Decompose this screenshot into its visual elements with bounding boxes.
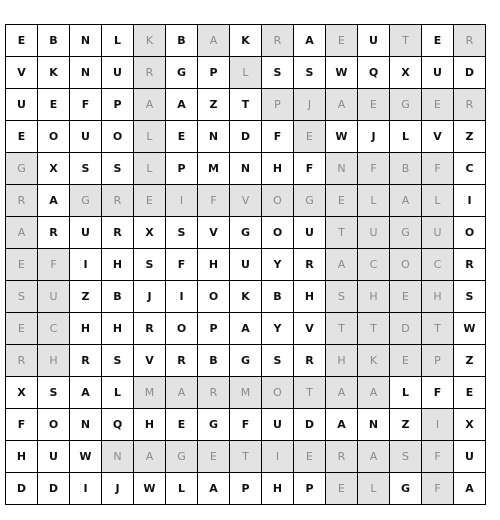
grid-cell[interactable]: H (294, 281, 326, 313)
grid-cell[interactable]: Z (454, 121, 486, 153)
grid-cell[interactable]: N (326, 153, 358, 185)
grid-cell[interactable]: A (166, 89, 198, 121)
grid-cell[interactable]: P (198, 313, 230, 345)
grid-cell[interactable]: T (358, 313, 390, 345)
grid-cell[interactable]: C (38, 313, 70, 345)
grid-cell[interactable]: S (102, 345, 134, 377)
grid-cell[interactable]: A (326, 249, 358, 281)
grid-cell[interactable]: X (6, 377, 38, 409)
grid-cell[interactable]: N (70, 409, 102, 441)
grid-cell[interactable]: B (198, 345, 230, 377)
grid-cell[interactable]: P (230, 473, 262, 505)
grid-cell[interactable]: E (6, 25, 38, 57)
grid-cell[interactable]: P (422, 345, 454, 377)
grid-cell[interactable]: F (422, 153, 454, 185)
grid-cell[interactable]: G (166, 441, 198, 473)
grid-cell[interactable]: O (102, 121, 134, 153)
grid-cell[interactable]: G (198, 409, 230, 441)
grid-cell[interactable]: U (70, 121, 102, 153)
grid-cell[interactable]: H (102, 313, 134, 345)
grid-cell[interactable]: F (230, 409, 262, 441)
grid-cell[interactable]: D (230, 121, 262, 153)
grid-cell[interactable]: S (6, 281, 38, 313)
grid-cell[interactable]: G (70, 185, 102, 217)
grid-cell[interactable]: S (134, 249, 166, 281)
grid-cell[interactable]: B (102, 281, 134, 313)
grid-cell[interactable]: H (326, 345, 358, 377)
grid-cell[interactable]: O (262, 185, 294, 217)
grid-cell[interactable]: U (422, 217, 454, 249)
grid-cell[interactable]: A (198, 25, 230, 57)
grid-cell[interactable]: Z (198, 89, 230, 121)
grid-cell[interactable]: K (358, 345, 390, 377)
grid-cell[interactable]: G (230, 217, 262, 249)
grid-cell[interactable]: H (6, 441, 38, 473)
grid-cell[interactable]: F (198, 185, 230, 217)
word-search-grid (5, 24, 486, 505)
grid-cell[interactable]: M (198, 153, 230, 185)
grid-cell[interactable]: A (70, 377, 102, 409)
grid-cell[interactable]: W (326, 57, 358, 89)
grid-cell[interactable]: A (166, 377, 198, 409)
grid-cell[interactable]: A (326, 377, 358, 409)
grid-cell[interactable]: Q (102, 409, 134, 441)
grid-cell[interactable]: A (326, 89, 358, 121)
grid-cell[interactable]: D (390, 313, 422, 345)
grid-cell[interactable]: H (198, 249, 230, 281)
grid-cell[interactable]: U (454, 441, 486, 473)
grid-cell[interactable]: E (454, 377, 486, 409)
grid-cell[interactable]: F (6, 409, 38, 441)
grid-cell[interactable]: S (454, 281, 486, 313)
grid-cell[interactable]: H (358, 281, 390, 313)
grid-cell[interactable]: F (262, 121, 294, 153)
grid-cell[interactable]: V (134, 345, 166, 377)
grid-cell[interactable]: R (294, 249, 326, 281)
grid-cell[interactable]: G (390, 217, 422, 249)
grid-cell[interactable]: S (262, 345, 294, 377)
grid-cell[interactable]: F (422, 441, 454, 473)
grid-cell[interactable]: K (230, 25, 262, 57)
grid-cell[interactable]: H (422, 281, 454, 313)
grid-cell[interactable]: J (358, 121, 390, 153)
grid-cell[interactable]: H (38, 345, 70, 377)
grid-cell[interactable]: T (422, 313, 454, 345)
grid-cell[interactable]: S (102, 153, 134, 185)
grid-cell[interactable]: E (326, 185, 358, 217)
grid-cell[interactable]: L (230, 57, 262, 89)
grid-cell[interactable]: B (390, 153, 422, 185)
grid-cell[interactable]: F (38, 249, 70, 281)
grid-cell[interactable]: H (102, 249, 134, 281)
grid-cell[interactable]: R (70, 345, 102, 377)
grid-cell[interactable]: F (294, 153, 326, 185)
grid-cell[interactable]: O (198, 281, 230, 313)
grid-cell[interactable]: R (454, 249, 486, 281)
grid-cell[interactable]: R (6, 185, 38, 217)
grid-cell[interactable]: E (134, 185, 166, 217)
grid-cell[interactable]: X (454, 409, 486, 441)
grid-cell[interactable]: D (38, 473, 70, 505)
grid-cell[interactable]: A (134, 441, 166, 473)
grid-cell[interactable]: I (70, 473, 102, 505)
grid-cell[interactable]: F (422, 473, 454, 505)
grid-cell[interactable]: S (326, 281, 358, 313)
grid-cell[interactable]: E (390, 281, 422, 313)
grid-cell[interactable]: O (454, 217, 486, 249)
grid-cell[interactable]: R (134, 313, 166, 345)
grid-cell[interactable]: H (262, 473, 294, 505)
grid-cell[interactable]: E (358, 89, 390, 121)
grid-cell[interactable]: F (70, 89, 102, 121)
grid-cell[interactable]: S (262, 57, 294, 89)
grid-cell[interactable]: Z (454, 345, 486, 377)
grid-cell[interactable]: M (230, 377, 262, 409)
grid-cell[interactable]: O (38, 121, 70, 153)
grid-cell[interactable]: E (422, 25, 454, 57)
grid-cell[interactable]: L (358, 473, 390, 505)
grid-cell[interactable]: P (294, 473, 326, 505)
grid-cell[interactable]: E (422, 89, 454, 121)
grid-cell[interactable]: O (262, 377, 294, 409)
grid-cell[interactable]: E (6, 121, 38, 153)
grid-cell[interactable]: I (166, 281, 198, 313)
grid-cell[interactable]: E (326, 473, 358, 505)
grid-cell[interactable]: R (102, 185, 134, 217)
grid-cell[interactable]: E (6, 249, 38, 281)
grid-cell[interactable]: A (134, 89, 166, 121)
grid-cell[interactable]: V (230, 185, 262, 217)
grid-cell[interactable]: E (198, 441, 230, 473)
grid-cell[interactable]: K (134, 25, 166, 57)
grid-cell[interactable]: U (38, 281, 70, 313)
grid-cell[interactable]: P (102, 89, 134, 121)
grid-cell[interactable]: H (70, 313, 102, 345)
grid-cell[interactable]: P (262, 89, 294, 121)
grid-cell[interactable]: N (102, 441, 134, 473)
grid-cell[interactable]: R (38, 217, 70, 249)
grid-cell[interactable]: D (6, 473, 38, 505)
grid-cell[interactable]: Z (70, 281, 102, 313)
grid-cell[interactable]: A (326, 409, 358, 441)
grid-cell[interactable]: V (422, 121, 454, 153)
grid-cell[interactable]: O (38, 409, 70, 441)
grid-cell[interactable]: P (166, 153, 198, 185)
grid-cell[interactable]: S (70, 153, 102, 185)
grid-cell[interactable]: X (390, 57, 422, 89)
grid-cell[interactable]: Q (358, 57, 390, 89)
grid-cell[interactable]: E (166, 409, 198, 441)
grid-cell[interactable]: O (262, 217, 294, 249)
grid-cell[interactable]: B (262, 281, 294, 313)
grid-cell[interactable]: X (134, 217, 166, 249)
grid-cell[interactable]: I (70, 249, 102, 281)
grid-cell[interactable]: R (166, 345, 198, 377)
grid-cell[interactable]: W (70, 441, 102, 473)
grid-cell[interactable]: U (358, 217, 390, 249)
grid-cell[interactable]: L (134, 121, 166, 153)
grid-cell[interactable]: L (102, 25, 134, 57)
grid-cell[interactable]: L (358, 185, 390, 217)
grid-cell[interactable]: L (102, 377, 134, 409)
grid-cell[interactable]: D (294, 409, 326, 441)
grid-cell[interactable]: L (390, 121, 422, 153)
grid-cell[interactable]: B (166, 25, 198, 57)
grid-cell[interactable]: C (358, 249, 390, 281)
grid-cell[interactable]: V (6, 57, 38, 89)
grid-cell[interactable]: U (422, 57, 454, 89)
grid-cell[interactable]: V (198, 217, 230, 249)
grid-cell[interactable]: W (454, 313, 486, 345)
grid-cell[interactable]: F (422, 377, 454, 409)
grid-cell[interactable]: A (390, 185, 422, 217)
grid-cell[interactable]: R (454, 89, 486, 121)
grid-cell[interactable]: N (358, 409, 390, 441)
grid-cell[interactable]: V (294, 313, 326, 345)
grid-cell[interactable]: A (358, 377, 390, 409)
grid-cell[interactable]: L (166, 473, 198, 505)
grid-cell[interactable]: U (102, 57, 134, 89)
grid-cell[interactable]: U (262, 409, 294, 441)
grid-cell[interactable]: R (294, 345, 326, 377)
grid-cell[interactable]: E (38, 89, 70, 121)
grid-cell[interactable]: A (6, 217, 38, 249)
grid-cell[interactable]: R (454, 25, 486, 57)
grid-cell[interactable]: P (198, 57, 230, 89)
grid-cell[interactable]: W (326, 121, 358, 153)
grid-cell[interactable]: E (326, 25, 358, 57)
grid-cell[interactable]: T (390, 25, 422, 57)
grid-cell[interactable]: U (230, 249, 262, 281)
grid-cell[interactable]: Y (262, 249, 294, 281)
grid-cell[interactable]: U (358, 25, 390, 57)
grid-cell[interactable]: K (38, 57, 70, 89)
grid-cell[interactable]: F (358, 153, 390, 185)
grid-cell[interactable]: S (166, 217, 198, 249)
grid-cell[interactable]: T (230, 89, 262, 121)
grid-cell[interactable]: U (38, 441, 70, 473)
grid-cell[interactable]: I (422, 409, 454, 441)
grid-cell[interactable]: D (454, 57, 486, 89)
grid-cell[interactable]: A (198, 473, 230, 505)
grid-cell[interactable]: R (6, 345, 38, 377)
grid-cell[interactable]: G (230, 345, 262, 377)
grid-cell[interactable]: R (262, 25, 294, 57)
grid-cell[interactable]: F (166, 249, 198, 281)
grid-cell[interactable]: R (198, 377, 230, 409)
grid-cell[interactable]: W (134, 473, 166, 505)
grid-cell[interactable]: N (70, 25, 102, 57)
grid-cell[interactable]: N (230, 153, 262, 185)
grid-cell[interactable]: O (166, 313, 198, 345)
grid-cell[interactable]: U (294, 217, 326, 249)
grid-cell[interactable]: L (390, 377, 422, 409)
grid-cell[interactable]: H (262, 153, 294, 185)
grid-cell[interactable]: I (166, 185, 198, 217)
grid-cell[interactable]: L (422, 185, 454, 217)
grid-cell[interactable]: H (134, 409, 166, 441)
grid-cell[interactable]: A (230, 313, 262, 345)
grid-cell[interactable]: I (262, 441, 294, 473)
grid-cell[interactable]: R (134, 57, 166, 89)
grid-cell[interactable]: G (390, 89, 422, 121)
grid-cell[interactable]: T (294, 377, 326, 409)
grid-cell[interactable]: S (294, 57, 326, 89)
grid-cell[interactable]: E (166, 121, 198, 153)
grid-cell[interactable]: E (390, 345, 422, 377)
grid-cell[interactable]: J (294, 89, 326, 121)
grid-cell[interactable]: A (294, 25, 326, 57)
grid-cell[interactable]: B (38, 25, 70, 57)
grid-cell[interactable]: G (390, 473, 422, 505)
grid-cell[interactable]: Z (390, 409, 422, 441)
grid-cell[interactable]: C (422, 249, 454, 281)
grid-cell[interactable]: A (358, 441, 390, 473)
grid-cell[interactable]: X (38, 153, 70, 185)
grid-cell[interactable]: L (134, 153, 166, 185)
grid-cell[interactable]: R (326, 441, 358, 473)
grid-cell[interactable]: I (454, 185, 486, 217)
grid-cell[interactable]: U (6, 89, 38, 121)
grid-cell[interactable]: N (70, 57, 102, 89)
grid-cell[interactable]: M (134, 377, 166, 409)
grid-cell[interactable]: K (230, 281, 262, 313)
grid-cell[interactable]: G (166, 57, 198, 89)
grid-cell[interactable]: G (6, 153, 38, 185)
grid-cell[interactable]: U (70, 217, 102, 249)
grid-cell[interactable]: A (38, 185, 70, 217)
grid-cell[interactable]: T (326, 217, 358, 249)
grid-cell[interactable]: Y (262, 313, 294, 345)
grid-cell[interactable]: O (390, 249, 422, 281)
grid-cell[interactable]: J (134, 281, 166, 313)
grid-cell[interactable]: R (102, 217, 134, 249)
grid-cell[interactable]: G (294, 185, 326, 217)
grid-cell[interactable]: N (198, 121, 230, 153)
grid-cell[interactable]: T (230, 441, 262, 473)
grid-cell[interactable]: S (390, 441, 422, 473)
grid-cell[interactable]: E (294, 441, 326, 473)
grid-cell[interactable]: T (326, 313, 358, 345)
grid-cell[interactable]: E (294, 121, 326, 153)
grid-cell[interactable]: A (454, 473, 486, 505)
grid-cell[interactable]: J (102, 473, 134, 505)
grid-cell[interactable]: C (454, 153, 486, 185)
grid-cell[interactable]: S (38, 377, 70, 409)
grid-cell[interactable]: E (6, 313, 38, 345)
